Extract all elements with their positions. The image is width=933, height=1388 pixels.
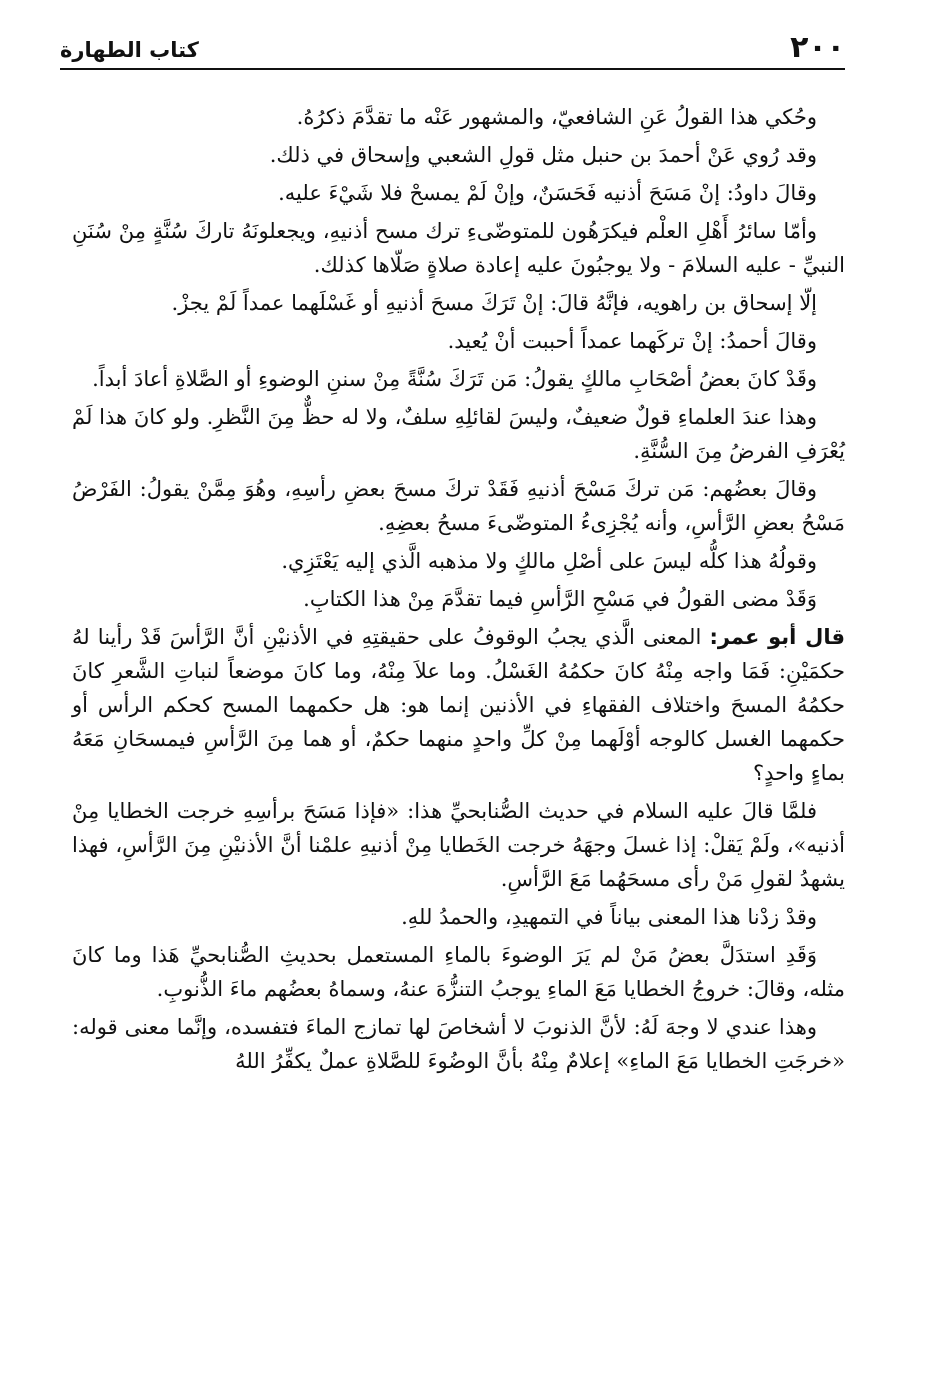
paragraph-9: وقالَ بعضُهم: مَن تركَ مَسْحَ أذنيهِ فَقَدْ تركَ مسحَ بعضِ رأسِهِ، وهُوَ مِمَّنْ يقولُ: الفَرْضُ مَسْحُ بعضِ الرَّأسِ، وأنه يُجْزِىءُ المتوضّىءَ مسحُ بعضِهِ. xyxy=(72,477,845,535)
paragraph-4: وأمّا سائرُ أَهْلِ العلْم فيكرَهُون للمتوضّىءِ ترك مسح أذنيهِ، ويجعلونَهُ تاركَ سُنَّةٍ مِنْ سُنَنِ النبيِّ - عليه السلامَ - ولا يوجبُونَ عليه إعادة صلاةٍ صَلّاها كذلك. xyxy=(72,219,845,277)
paragraph-14: وقدْ زدْنا هذا المعنى بياناً في التمهيدِ، والحمدُ للهِ. xyxy=(401,905,817,929)
paragraph-11: وَقَدْ مضى القولُ في مَسْحِ الرَّأسِ فيما تقدَّمَ مِنْ هذا الكتابِ. xyxy=(303,587,817,611)
paragraph-8: وهذا عندَ العلماءِ قولٌ ضعيفٌ، وليسَ لقائلِهِ سلفٌ، ولا له حظٌّ مِنَ النَّظرِ. ولو كانَ هذا لَمْ يُعْرَفِ الفرضُ مِنَ السُّنَّةِ. xyxy=(72,405,845,463)
page-header xyxy=(60,28,845,70)
paragraph-13: فلمَّا قالَ عليه السلام في حديث الصُّنابحيِّ هذا: «فإذا مَسَحَ برأسِهِ خرجت الخطايا مِنْ أذنيه»، ولَمْ يَقلْ: إذا غسلَ وجهَهُ خرجت الخَطايا مِنْ أذنيهِ علمْنا أنَّ الأذنيْنِ مِنَ الرَّأسِ، فهذا يشهدُ لقولِ مَنْ رأى مسحَهُما مَعَ الرَّأسِ. xyxy=(72,799,845,891)
running-title: كتاب الطهارة xyxy=(60,38,199,62)
paragraph-6: وقالَ أحمدُ: إنْ تركَهما عمداً أحببت أنْ يُعيد. xyxy=(447,329,817,353)
page-body xyxy=(72,100,845,1082)
paragraph-16: وهذا عندي لا وجهَ لَهُ: لأنَّ الذنوبَ لا أشخاصَ لها تمازج الماءَ فتفسده، وإنَّما معنى قوله: «خرجَتِ الخطايا مَعَ الماءِ» إعلامٌ مِنْهُ بأنَّ الوضُوءَ للصَّلاةِ عملٌ يكفِّرُ اللهُ xyxy=(72,1015,845,1073)
paragraph-2: وقد رُوي عَنْ أحمدَ بن حنبل مثل قولِ الشعبي وإسحاق في ذلك. xyxy=(269,143,817,167)
page-number: ٢٠٠ xyxy=(790,30,845,65)
paragraph-15: وَقَدِ استدَلَّ بعضُ مَنْ لم يَرَ الوضوءَ بالماءِ المستعمل بحديثِ الصُّنابحيِّ هَذا وما كانَ مثله، وقالَ: خروجُ الخطايا مَعَ الماءِ يوجبُ التنزُّهَ عنهُ، وسماهُ بعضُهم ماءَ الذُّنوبِ. xyxy=(72,943,845,1001)
paragraph-10: وقولُهُ هذا كلُّه ليسَ على أصْلِ مالكٍ ولا مذهبه الَّذي إليه يَعْتَزِي. xyxy=(281,549,817,573)
paragraph-1: وحُكي هذا القولُ عَنِ الشافعيّ، والمشهور عَنْه ما تقدَّمَ ذكرُهُ. xyxy=(296,105,817,129)
paragraph-5: إلّا إسحاق بن راهويه، فإنَّهُ قالَ: إنْ تَرَكَ مسحَ أذنيهِ أو غَسْلَهما عمداً لَمْ يجزْ. xyxy=(171,291,817,315)
paragraph-12-text: المعنى الَّذي يجبُ الوقوفُ على حقيقتِهِ في الأذنيْنِ أنَّ الرَّأسَ قَدْ رأينا لهُ حكمَيْنِ: فَمَا واجه مِنْهُ كانَ حكمُهُ الغَسْلُ. وما علاَ مِنْهُ، وما كانَ موضعاً لنباتِ الشَّعرِ كانَ حكمُهُ المسحَ واختلاف الفقهاءِ في الأذنين إنما هو: هل حكمهما المسح كحكم الرأس أو حكمهما الغسل كالوجه أوْلَهما مِنْ كلِّ واحدٍ منهما حكمٌ، أو هما مِنَ الرَّأسِ فيمسحَانِ مَعَهُ بماءٍ واحدٍ؟ xyxy=(72,625,845,785)
paragraph-7: وقَدْ كانَ بعضُ أصْحَابِ مالكٍ يقولُ: مَن تَرَكَ سُنَّةً مِنْ سننِ الوضوءِ أو الصَّلاةِ أعادَ أبداً. xyxy=(92,367,817,391)
paragraph-12 xyxy=(72,620,845,790)
speaker-lead: قال أبو عمر: xyxy=(709,625,845,649)
paragraph-3: وقالَ داودُ: إنْ مَسَحَ أذنيه فَحَسَنٌ، وإنْ لَمْ يمسحْ فلا شَيْءَ عليه. xyxy=(278,181,817,205)
